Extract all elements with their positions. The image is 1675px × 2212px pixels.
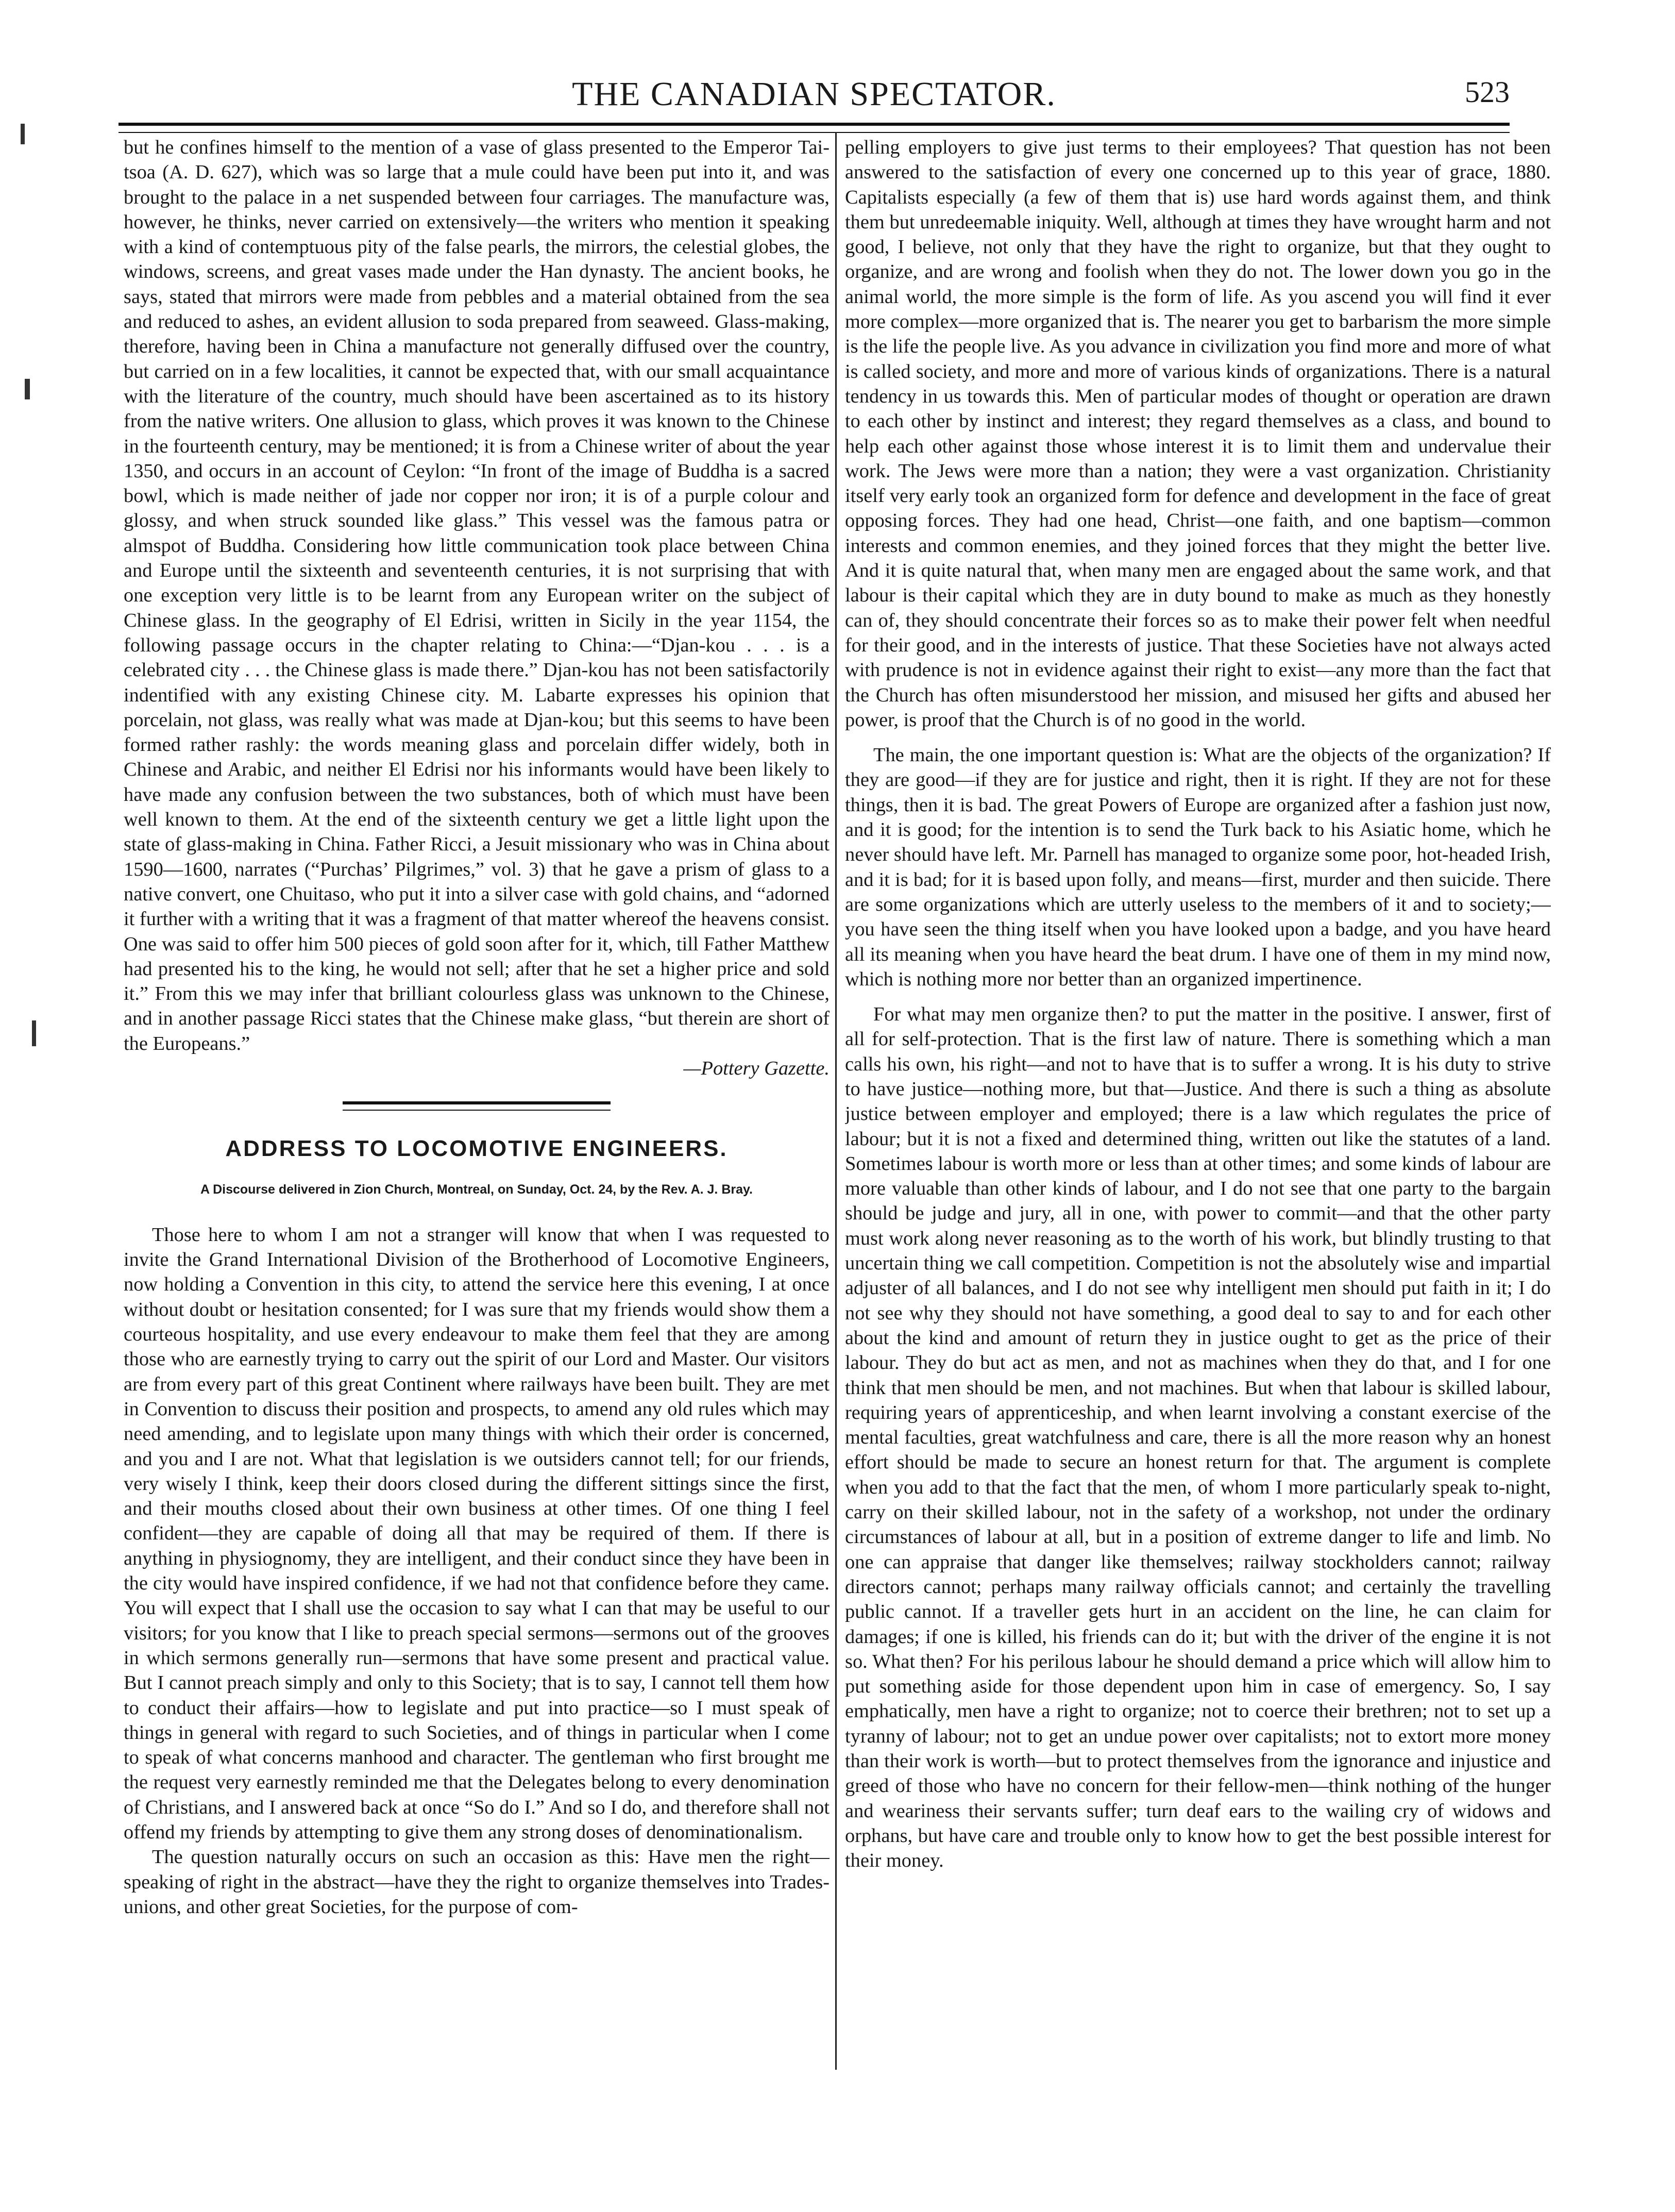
article-paragraph: Those here to whom I am not a stranger will know that when I was requested to invite the Grand International Division of the Brotherhood of Locomotive Engineers, now holding a Convention in this city, to attend the service here this evening, I at once without doubt or hesitation consented; for I was sure that my friends would show them a courteous hospitality, and use every endeavour to make them feel that they are among those who are earnestly trying to carry out the spirit of our Lord and Master. Our visitors are from every part of this great Continent where railways have been built. They are met in Convention to discuss their position and prospects, to amend any old rules which may need amending, and to legislate upon many things with which their order is concerned, and you and I are not. What that legislation is we outsiders cannot tell; for our friends, very wisely I think, keep their doors closed during the different sittings since the first, and their mouths closed about their own business at other times. Of one thing I feel confident—they are capable of doing all that may be required of them. If there is anything in physiognomy, they are intelligent, and their conduct since they have been in the city would have inspired confidence, if we had not that confidence before they came. You will expect that I shall use the occasion to say what I can that may be useful to our visitors; for you know that I like to preach special sermons—sermons out of the grooves in which sermons generally run—sermons that have some present and practical value. But I cannot preach simply and only to this Society; that is to say, I cannot tell them how to conduct their affairs—how to legislate and put into practice—so I must speak of things in general with regard to such Societies, and of things in particular when I come to speak of what concerns manhood and character. The gentleman who first brought me the request very earnestly reminded me that the Delegates belong to every denomination of Christians, and I answered back at once “So do I.” And so I do, and therefore shall not offend my friends by attempting to give them any strong doses of denominationalism. [124, 1224, 830, 1843]
binding-mark [25, 379, 30, 399]
section-title: ADDRESS TO LOCOMOTIVE ENGINEERS. [225, 1136, 728, 1162]
binding-mark [21, 124, 25, 144]
section-subtitle: A Discourse delivered in Zion Church, Montreal, on Sunday, Oct. 24, by the Rev. A. J. Bray. [200, 1182, 753, 1197]
column-divider [835, 132, 837, 2070]
header-rule [119, 123, 1510, 133]
article-paragraph: pelling employers to give just terms to their employees? That question has not been answered to the satisfaction of every one concerned up to this year of grace, 1880. Capitalists especially (a few of them that is) use hard words against them, and think them but unredeemable iniquity. Well, although at times they have wrought harm and not good, I believe, not only that they have the right to organize, but that they ought to organize, and are wrong and foolish when they do not. The lower down you go in the animal world, the more simple is the form of life. As you ascend you will find it ever more complex—more organized that is. The nearer you get to barbarism the more simple is the life the people live. As you advance in civilization you find more and more of what is called society, and more and more of various kinds of organizations. There is a natural tendency in us towards this. Men of particular modes of thought or operation are drawn to each other by instinct and interest; they regard themselves as a class, and bound to help each other against those whose interest it is to limit them and undervalue their work. The Jews were more than a nation; they were a vast organization. Christianity itself very early took an organized form for defence and development in the face of great opposing forces. They had one head, Christ—one faith, and one baptism—common interests and common enemies, and they joined forces that they might the better live. And it is quite natural that, when many men are engaged about the same work, and that labour is their capital which they are in duty bound to make as much as they honestly can of, they should concentrate their forces so as to make their power felt when needful for their good, and in the interests of justice. That these Societies have not always acted with prudence is not in evidence against their right to exist—any more than the fact that the Church has often misunderstood her mission, and misused her gifts and abused her power, is proof that the Church is of no good in the world. [845, 137, 1551, 731]
article-paragraph: For what may men organize then? to put the matter in the positive. I answer, first of all for self-protection. That is the first law of nature. There is something which a man calls his own, his right—and not to have that is to suffer a wrong. It is his duty to strive to have justice—nothing more, but that—Justice. And there is such a thing as absolute justice between employer and employed; there is a law which regulates the price of labour; but it is not a fixed and determined thing, written out like the statutes of a land. Sometimes labour is worth more or less than at other times; and some kinds of labour are more valuable than other kinds of labour, and I do not see that one party to the bargain should be judge and jury, all in one, with power to commit—and that the other party must work along never reasoning as to the worth of his work, but blindly trusting to that uncertain thing we call competition. Competition is not the absolutely wise and impartial adjuster of all balances, and I do not see why intelligent men should put faith in it; I do not see why they should not have something, a good deal to say to and for each other about the kind and amount of return they in justice ought to get as the price of their labour. They do but act as men, and not as machines when they do that, and I for one think that men should be men, and not machines. But when that labour is skilled labour, requiring years of apprenticeship, and when learnt involving a constant exercise of the mental faculties, great watchfulness and care, there is all the more reason why an honest effort should be made to secure an honest return for that. The argument is complete when you add to that the fact that the men, of whom I more particularly speak to-night, carry on their skilled labour, not in the safety of a workshop, not under the ordinary circumstances of labour at all, but in a position of extreme danger to life and limb. No one can appraise that danger like themselves; railway stockholders cannot; railway directors cannot; perhaps many railway officials cannot; and certainly the travelling public cannot. If a traveller gets hurt in an accident on the line, he can claim for damages; if one is killed, his friends can do it; but with the driver of the engine it is not so. What then? For his perilous labour he should demand a price which will allow him to put something aside for those dependent upon him in case of emergency. So, I say emphatically, men have a right to organize; not to coerce their brethren; not to set up a tyranny of labour; not to get an undue power over capitalists; not to extort more money than their work is worth—but to protect themselves from the ignorance and injustice and greed of those who have no concern for their fellow-men—think nothing of the hunger and weariness their servants suffer; turn deaf ears to the wailing cry of widows and orphans, but have care and trouble only to know how to get the best possible interest for their money. [845, 1003, 1551, 1872]
section-divider [343, 1101, 611, 1111]
article-paragraph: The main, the one important question is: What are the objects of the organization? If they are good—if they are for justice and right, then it is right. If they are not for these things, then it is bad. The great Powers of Europe are organized after a fashion just now, and it is good; for the intention is to send the Turk back to his Asiatic home, which he never should have left. Mr. Parnell has managed to organize some poor, hot-headed Irish, and it is bad; for it is based upon folly, and means—first, murder and then suicide. There are some organizations which are utterly useless to the members of it and to society;—you have seen the thing itself when you have looked upon a badge, and you have heard all its meaning when you have heard the beat drum. I have one of them in my mind now, which is nothing more nor better than an organized impertinence. [845, 744, 1551, 990]
right-column [845, 135, 1551, 2073]
binding-mark [32, 1020, 36, 1046]
left-column [124, 135, 830, 2073]
article-paragraph: but he confines himself to the mention of a vase of glass presented to the Emperor Tai-tsoa (A. D. 627), which was so large that a mule could have been put into it, and was brought to the palace in a net suspended between four carriages. The manufacture was, however, he thinks, never carried on extensively—the writers who mention it speaking with a kind of contemptuous pity of the false pearls, the mirrors, the celestial globes, the windows, screens, and great vases made under the Han dynasty. The ancient books, he says, stated that mirrors were made from pebbles and a material obtained from the sea and reduced to ashes, an evident allusion to soda prepared from seaweed. Glass-making, therefore, having been in China a manufacture not generally diffused over the country, but carried on in a few localities, it cannot be expected that, with our small acquaintance with the literature of the country, much should have been ascertained as to its history from the native writers. One allusion to glass, which proves it was known to the Chinese in the fourteenth century, may be mentioned; it is from a Chinese writer of about the year 1350, and occurs in an account of Ceylon: “In front of the image of Buddha is a sacred bowl, which is made neither of jade nor copper nor iron; it is of a purple colour and glossy, and when struck sounded like glass.” This vessel was the famous patra or almspot of Buddha. Considering how little communication took place between China and Europe until the sixteenth and seventeenth centuries, it is not surprising that with one exception very little is to be learnt from any European writer on the subject of Chinese glass. In the geography of El Edrisi, written in Sicily in the year 1154, the following passage occurs in the chapter relating to China:—“Djan-kou . . . is a celebrated city . . . the Chinese glass is made there.” Djan-kou has not been satisfactorily indentified with any existing Chinese city. M. Labarte expresses his opinion that porcelain, not glass, was really what was made at Djan-kou; but this seems to have been formed rather rashly: the words meaning glass and porcelain differ widely, both in Chinese and Arabic, and neither El Edrisi nor his informants would have been likely to have made any confusion between the two substances, both of which must have been well known to them. At the end of the sixteenth century we get a little light upon the state of glass-making in China. Father Ricci, a Jesuit missionary who was in China about 1590—1600, narrates (“Purchas’ Pilgrimes,” vol. 3) that he gave a prism of glass to a native convert, one Chuitaso, who put it into a silver case with gold chains, and “adorned it further with a writing that it was a fragment of that matter whereof the heavens consist. One was said to offer him 500 pieces of gold soon after for it, which, till Father Matthew had presented his to the king, he would not sell; after that he set a higher price and sold it.” From this we may infer that brilliant colourless glass was unknown to the Chinese, and in another passage Ricci states that the Chinese make glass, “but therein are short of the Europeans.” [124, 137, 830, 1054]
article-paragraph: The question naturally occurs on such an occasion as this: Have men the right—speaking of right in the abstract—have they the right to organize themselves into Trades-unions, and other great Societies, for the purpose of com- [124, 1846, 830, 1918]
masthead [119, 75, 1510, 121]
newspaper-title: THE CANADIAN SPECTATOR. [572, 75, 1056, 113]
page-number: 523 [1465, 75, 1510, 109]
source-credit: —Pottery Gazette. [683, 1057, 830, 1079]
